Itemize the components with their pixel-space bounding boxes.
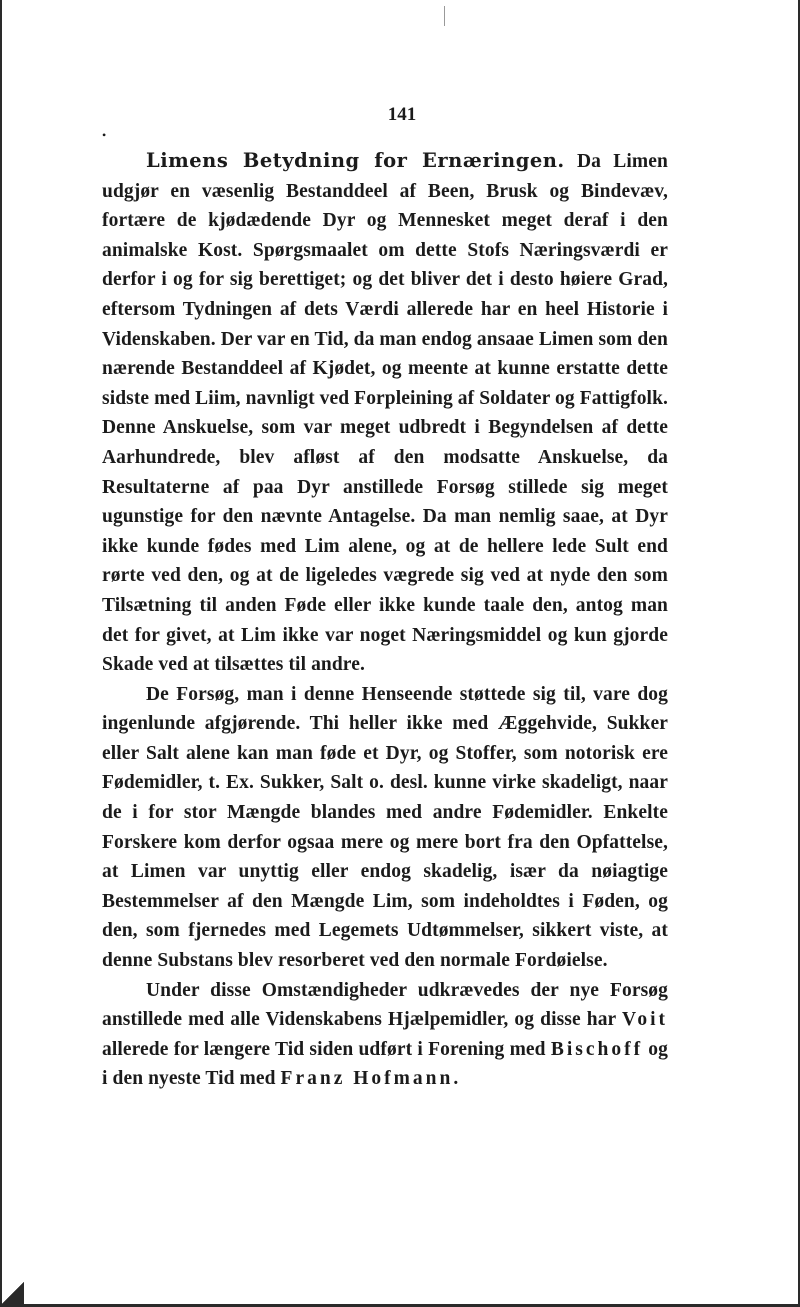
name-hofmann: Franz Hofmann xyxy=(280,1068,454,1090)
name-voit: Voit xyxy=(622,1009,668,1031)
paragraph-2: De Forsøg, man i denne Henseende støttede sig til, vare dog ingenlunde afgjørende. Thi heller ikke med Æggehvide, Sukker eller Salt alene kan man føde et Dyr, og Stoffer, som notorisk ere Fødemidler, t. Ex. Sukker, Salt o. desl. kunne virke skadeligt, naar de i for stor Mængde blandes med andre Fødemidler. Enkelte Forskere kom derfor ogsaa mere og mere bort fra den Opfattelse, at Limen var unyttig eller endog skadelig, især da nøiagtige Bestemmelser af den Mængde Lim, som indeholdtes i Føden, og den, som fjernedes med Legemets Udtømmelser, sikkert viste, at denne Substans blev resorberet ved den normale Fordøielse. xyxy=(102,683,668,972)
name-bischoff: Bischoff xyxy=(550,1038,644,1060)
paragraph-3-text-b: allerede for længere Tid siden udført i Forening med xyxy=(102,1038,546,1060)
margin-dot: • xyxy=(102,128,107,142)
scan-corner-mark xyxy=(2,1282,24,1304)
paragraph-3-end: . xyxy=(453,1068,459,1090)
body-text xyxy=(102,146,668,1094)
paragraph-3-text-c: og i den nyeste Tid med xyxy=(102,1038,668,1090)
page-number: 141 xyxy=(387,104,417,125)
paragraph-1 xyxy=(102,146,668,680)
paragraph-1-text: Da Limen udgjør en væsenlig Bestanddeel af Been, Brusk og Bindevæv, fortære de kjødædende Dyr og Mennesket meget deraf i den animalske Kost. Spørgsmaalet om dette Stofs Næringsværdi er derfor i og for sig berettiget; og det bliver det i desto høiere Grad, eftersom Tydningen af dets Værdi allerede har en heel Historie i Videnskaben. Der var en Tid, da man endog ansaae Limen som den nærende Bestanddeel af Kjødet, og meente at kunne erstatte dette sidste med Liim, navnligt ved Forpleining af Soldater og Fattigfolk. Denne Anskuelse, som var meget udbredt i Begyndelsen af dette Aarhundrede, blev afløst af den modsatte Anskuelse, da Resultaterne af paa Dyr anstillede Forsøg stillede sig meget ugunstige for den nævnte Antagelse. Da man nemlig saae, at Dyr ikke kunde fødes med Lim alene, og at de hellere lede Sult end rørte ved den, og at de ligeledes vægrede sig ved at nyde den som Tilsætning til anden Føde eller ikke kunde taale den, antog man det for givet, at Lim ikke var noget Næringsmiddel og kun gjorde Skade ved at tilsættes til andre. xyxy=(102,151,668,676)
paragraph-3 xyxy=(102,976,668,1094)
paragraph-3-text-a: Under disse Omstændigheder udkrævedes der nye Forsøg anstillede med alle Videnskabens Hjælpemidler, og disse har xyxy=(102,979,668,1031)
section-heading: Limens Betydning for Ernæringen. xyxy=(146,149,565,172)
scan-mark xyxy=(444,6,445,26)
